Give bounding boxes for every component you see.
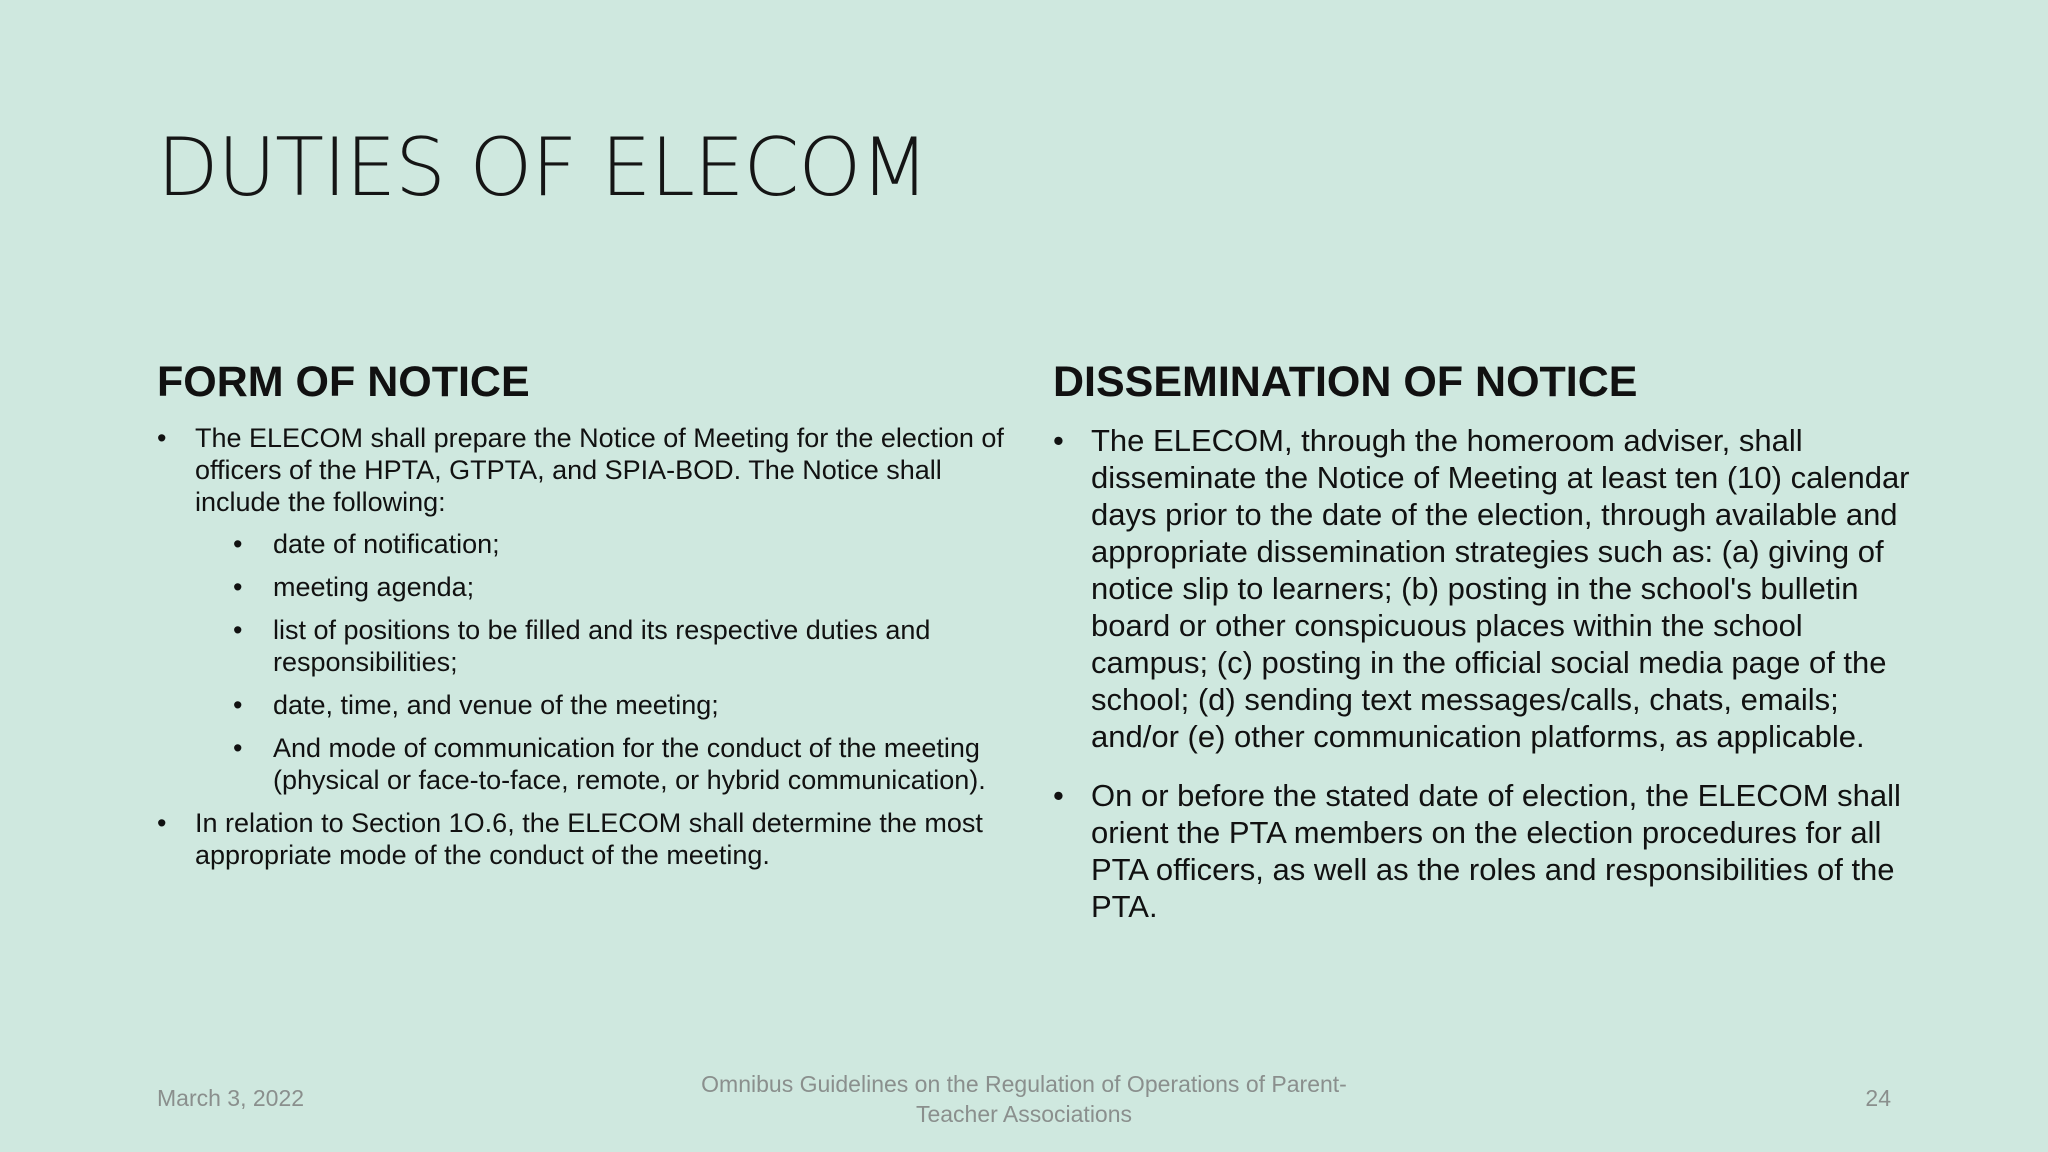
slide-title: DUTIES OF ELECOM	[157, 121, 929, 214]
sub-list-item-text: meeting agenda;	[273, 572, 475, 602]
bullet-icon: •	[1053, 423, 1064, 458]
list-item	[157, 807, 1007, 871]
right-column	[1053, 352, 1913, 947]
sub-list-item	[157, 571, 1007, 603]
left-bullet-list	[157, 422, 1007, 871]
list-item	[1053, 777, 1913, 925]
list-item-text: The ELECOM, through the homeroom adviser, shall disseminate the Notice of Meeting at least ten (10) calendar days prior to the date of the election, through available and appropriate dissemination strategies such as: (a) giving of notice slip to learners; (b) posting in the school's bulletin board or other conspicuous places within the school campus; (c) posting in the official social media page of the school; (d) sending text messages/calls, chats, emails; and/or (e) other communication platforms, as applicable.	[1091, 423, 1910, 754]
right-bullet-list	[1053, 422, 1913, 925]
sub-list-item-text: date, time, and venue of the meeting;	[273, 690, 719, 720]
footer-title-line: Omnibus Guidelines on the Regulation of Operations of Parent-	[701, 1071, 1347, 1097]
left-sub-list	[195, 528, 1007, 796]
right-heading: DISSEMINATION OF NOTICE	[1053, 358, 1638, 406]
footer-title	[680, 1069, 1368, 1129]
bullet-icon: •	[157, 808, 167, 838]
bullet-icon: •	[233, 690, 243, 720]
footer-date: March 3, 2022	[157, 1085, 305, 1111]
sub-list-item	[157, 689, 1007, 721]
page-number: 24	[1865, 1085, 1891, 1111]
bullet-icon: •	[233, 529, 243, 559]
sub-list-item-text: list of positions to be filled and its respective duties and responsibilities;	[273, 615, 931, 677]
list-item	[157, 422, 1007, 796]
sub-list-item	[157, 732, 1007, 796]
bullet-icon: •	[1053, 778, 1064, 813]
bullet-icon: •	[233, 572, 243, 602]
bullet-icon: •	[233, 615, 243, 645]
list-item-text: The ELECOM shall prepare the Notice of Meeting for the election of officers of the HPTA, GTPTA, and SPIA-BOD. The Notice shall include the following:	[195, 423, 1004, 517]
list-item-text: In relation to Section 1O.6, the ELECOM shall determine the most appropriate mode of the conduct of the meeting.	[195, 808, 983, 870]
left-heading: FORM OF NOTICE	[157, 358, 530, 406]
left-column	[157, 352, 1007, 879]
bullet-icon: •	[157, 423, 167, 453]
bullet-icon: •	[233, 733, 243, 763]
sub-list-item	[157, 614, 1007, 678]
sub-list-item-text: date of notification;	[273, 529, 500, 559]
sub-list-item	[157, 528, 1007, 560]
sub-list-item-text: And mode of communication for the conduct of the meeting (physical or face-to-face, remote, or hybrid communication).	[273, 733, 986, 795]
list-item-text: On or before the stated date of election, the ELECOM shall orient the PTA members on the election procedures for all PTA officers, as well as the roles and responsibilities of the PTA.	[1091, 778, 1901, 924]
footer-title-line: Teacher Associations	[915, 1101, 1133, 1127]
list-item	[1053, 422, 1913, 755]
